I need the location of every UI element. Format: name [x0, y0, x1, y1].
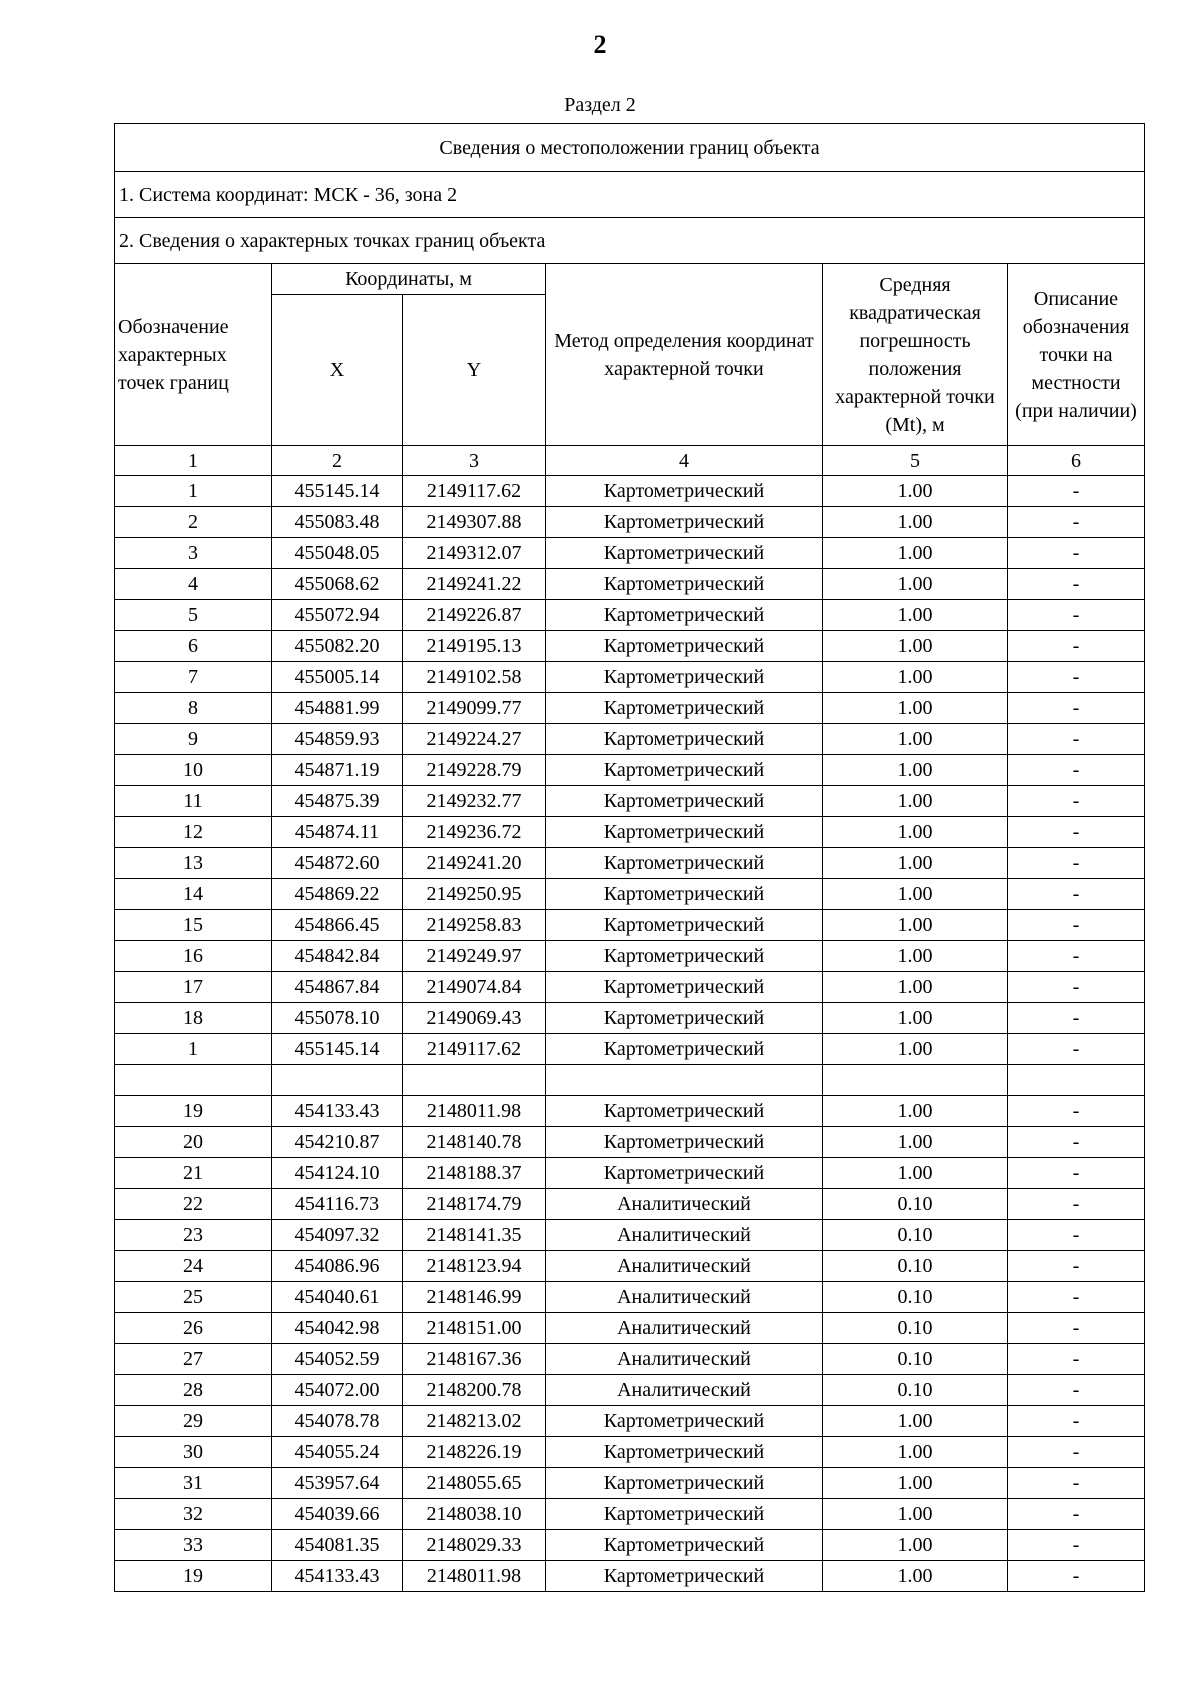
- y-cell: 2148011.98: [403, 1561, 546, 1592]
- error-cell: 1.00: [823, 817, 1008, 848]
- y-cell: 2149250.95: [403, 879, 546, 910]
- header-designation: Обозначение характерных точек границ: [115, 264, 272, 446]
- method-cell: Картометрический: [546, 1034, 823, 1065]
- point-id-cell: 19: [115, 1561, 272, 1592]
- y-cell: 2148226.19: [403, 1437, 546, 1468]
- x-cell: 454210.87: [272, 1127, 403, 1158]
- description-cell: -: [1008, 476, 1145, 507]
- error-cell: 1.00: [823, 693, 1008, 724]
- table-row: [115, 1313, 1145, 1344]
- table-row: [115, 1003, 1145, 1034]
- description-cell: -: [1008, 879, 1145, 910]
- x-cell: 455082.20: [272, 631, 403, 662]
- description-cell: -: [1008, 910, 1145, 941]
- table-row: [115, 1499, 1145, 1530]
- y-cell: 2148213.02: [403, 1406, 546, 1437]
- table-title: Сведения о местоположении границ объекта: [115, 124, 1145, 172]
- method-cell: Картометрический: [546, 1127, 823, 1158]
- point-id-cell: 1: [115, 476, 272, 507]
- error-cell: 0.10: [823, 1220, 1008, 1251]
- table-row: [115, 910, 1145, 941]
- x-cell: 453957.64: [272, 1468, 403, 1499]
- table-row: [115, 755, 1145, 786]
- x-cell: 454081.35: [272, 1530, 403, 1561]
- point-id-cell: 20: [115, 1127, 272, 1158]
- table-row: [115, 1406, 1145, 1437]
- error-cell: 1.00: [823, 1530, 1008, 1561]
- description-cell: -: [1008, 662, 1145, 693]
- method-cell: Картометрический: [546, 1096, 823, 1127]
- x-cell: 454078.78: [272, 1406, 403, 1437]
- method-cell: Картометрический: [546, 1499, 823, 1530]
- point-id-cell: 30: [115, 1437, 272, 1468]
- method-cell: Картометрический: [546, 476, 823, 507]
- method-cell: Картометрический: [546, 1406, 823, 1437]
- description-cell: -: [1008, 1468, 1145, 1499]
- point-id-cell: 9: [115, 724, 272, 755]
- column-number: 1: [115, 446, 272, 476]
- description-cell: -: [1008, 1127, 1145, 1158]
- method-cell: Картометрический: [546, 507, 823, 538]
- method-cell: Картометрический: [546, 693, 823, 724]
- x-cell: 454133.43: [272, 1561, 403, 1592]
- table-row: [115, 1344, 1145, 1375]
- error-cell: 1.00: [823, 1437, 1008, 1468]
- error-cell: 1.00: [823, 755, 1008, 786]
- y-cell: [403, 1065, 546, 1096]
- description-cell: -: [1008, 941, 1145, 972]
- method-cell: Аналитический: [546, 1313, 823, 1344]
- table-row: [115, 1220, 1145, 1251]
- table-row: [115, 1189, 1145, 1220]
- y-cell: 2148167.36: [403, 1344, 546, 1375]
- method-cell: Картометрический: [546, 1530, 823, 1561]
- error-cell: 1.00: [823, 476, 1008, 507]
- y-cell: 2149226.87: [403, 600, 546, 631]
- description-cell: -: [1008, 1282, 1145, 1313]
- x-cell: 454859.93: [272, 724, 403, 755]
- description-cell: -: [1008, 786, 1145, 817]
- description-cell: -: [1008, 1561, 1145, 1592]
- method-cell: Картометрический: [546, 1158, 823, 1189]
- description-cell: -: [1008, 972, 1145, 1003]
- y-cell: 2149224.27: [403, 724, 546, 755]
- y-cell: 2149069.43: [403, 1003, 546, 1034]
- error-cell: 1.00: [823, 1406, 1008, 1437]
- method-cell: [546, 1065, 823, 1096]
- error-cell: 0.10: [823, 1282, 1008, 1313]
- x-cell: 454881.99: [272, 693, 403, 724]
- description-cell: -: [1008, 1499, 1145, 1530]
- method-cell: Аналитический: [546, 1251, 823, 1282]
- error-cell: 1.00: [823, 1158, 1008, 1189]
- y-cell: 2148141.35: [403, 1220, 546, 1251]
- point-id-cell: 1: [115, 1034, 272, 1065]
- y-cell: 2149102.58: [403, 662, 546, 693]
- x-cell: 454052.59: [272, 1344, 403, 1375]
- column-number: 6: [1008, 446, 1145, 476]
- header-error: Средняя квадратическая погрешность положения характерной точки (Mt), м: [823, 264, 1008, 446]
- table-row: [115, 1468, 1145, 1499]
- x-cell: 454040.61: [272, 1282, 403, 1313]
- method-cell: Картометрический: [546, 600, 823, 631]
- description-cell: -: [1008, 600, 1145, 631]
- y-cell: 2149195.13: [403, 631, 546, 662]
- page-number: 2: [593, 30, 607, 59]
- column-number: 4: [546, 446, 823, 476]
- method-cell: Аналитический: [546, 1375, 823, 1406]
- x-cell: 454842.84: [272, 941, 403, 972]
- error-cell: 1.00: [823, 662, 1008, 693]
- y-cell: 2149236.72: [403, 817, 546, 848]
- point-id-cell: 32: [115, 1499, 272, 1530]
- y-cell: 2148029.33: [403, 1530, 546, 1561]
- error-cell: 0.10: [823, 1251, 1008, 1282]
- x-cell: 454133.43: [272, 1096, 403, 1127]
- point-id-cell: 4: [115, 569, 272, 600]
- x-cell: 454039.66: [272, 1499, 403, 1530]
- coordinate-system: 1. Система координат: МСК - 36, зона 2: [115, 172, 1145, 218]
- x-cell: 454097.32: [272, 1220, 403, 1251]
- x-cell: 455145.14: [272, 476, 403, 507]
- point-id-cell: 21: [115, 1158, 272, 1189]
- error-cell: 0.10: [823, 1313, 1008, 1344]
- point-id-cell: 24: [115, 1251, 272, 1282]
- y-cell: 2148140.78: [403, 1127, 546, 1158]
- error-cell: 1.00: [823, 910, 1008, 941]
- error-cell: [823, 1065, 1008, 1096]
- error-cell: 1.00: [823, 1561, 1008, 1592]
- y-cell: 2148038.10: [403, 1499, 546, 1530]
- method-cell: Картометрический: [546, 817, 823, 848]
- point-id-cell: 6: [115, 631, 272, 662]
- description-cell: -: [1008, 1220, 1145, 1251]
- column-number: 2: [272, 446, 403, 476]
- y-cell: 2149258.83: [403, 910, 546, 941]
- point-id-cell: 11: [115, 786, 272, 817]
- table-row: [115, 817, 1145, 848]
- point-id-cell: 13: [115, 848, 272, 879]
- method-cell: Картометрический: [546, 1561, 823, 1592]
- y-cell: 2148123.94: [403, 1251, 546, 1282]
- method-cell: Аналитический: [546, 1282, 823, 1313]
- y-cell: 2149232.77: [403, 786, 546, 817]
- header-description: Описание обозначения точки на местности (при наличии): [1008, 264, 1145, 446]
- table-row: [115, 662, 1145, 693]
- point-id-cell: 31: [115, 1468, 272, 1499]
- table-row: [115, 972, 1145, 1003]
- description-cell: -: [1008, 1189, 1145, 1220]
- header-y: Y: [403, 295, 546, 446]
- error-cell: 1.00: [823, 1096, 1008, 1127]
- section-label: Раздел 2: [564, 94, 636, 116]
- method-cell: Картометрический: [546, 1003, 823, 1034]
- point-id-cell: 23: [115, 1220, 272, 1251]
- x-cell: 455078.10: [272, 1003, 403, 1034]
- method-cell: Картометрический: [546, 910, 823, 941]
- point-id-cell: 3: [115, 538, 272, 569]
- x-cell: 454875.39: [272, 786, 403, 817]
- point-id-cell: 10: [115, 755, 272, 786]
- point-id-cell: 27: [115, 1344, 272, 1375]
- table-row: [115, 848, 1145, 879]
- y-cell: 2149228.79: [403, 755, 546, 786]
- x-cell: 455083.48: [272, 507, 403, 538]
- error-cell: 1.00: [823, 972, 1008, 1003]
- description-cell: -: [1008, 817, 1145, 848]
- method-cell: Картометрический: [546, 724, 823, 755]
- column-number-row: [115, 446, 1145, 476]
- error-cell: 1.00: [823, 786, 1008, 817]
- separator-row: [115, 1065, 1145, 1096]
- error-cell: 0.10: [823, 1189, 1008, 1220]
- point-id-cell: 19: [115, 1096, 272, 1127]
- point-id-cell: 33: [115, 1530, 272, 1561]
- point-id-cell: 25: [115, 1282, 272, 1313]
- point-id-cell: 2: [115, 507, 272, 538]
- description-cell: -: [1008, 1344, 1145, 1375]
- y-cell: 2148011.98: [403, 1096, 546, 1127]
- point-id-cell: 17: [115, 972, 272, 1003]
- method-cell: Картометрический: [546, 569, 823, 600]
- method-cell: Аналитический: [546, 1220, 823, 1251]
- header-coords: Координаты, м: [272, 264, 546, 295]
- error-cell: 1.00: [823, 507, 1008, 538]
- y-cell: 2149307.88: [403, 507, 546, 538]
- x-cell: 454866.45: [272, 910, 403, 941]
- x-cell: 454116.73: [272, 1189, 403, 1220]
- error-cell: 1.00: [823, 848, 1008, 879]
- x-cell: 455072.94: [272, 600, 403, 631]
- point-id-cell: 7: [115, 662, 272, 693]
- method-cell: Картометрический: [546, 879, 823, 910]
- error-cell: 1.00: [823, 1003, 1008, 1034]
- description-cell: -: [1008, 1251, 1145, 1282]
- x-cell: 454874.11: [272, 817, 403, 848]
- y-cell: 2148200.78: [403, 1375, 546, 1406]
- description-cell: -: [1008, 1034, 1145, 1065]
- description-cell: -: [1008, 1096, 1145, 1127]
- y-cell: 2149241.22: [403, 569, 546, 600]
- description-cell: -: [1008, 1003, 1145, 1034]
- error-cell: 0.10: [823, 1375, 1008, 1406]
- x-cell: 454872.60: [272, 848, 403, 879]
- point-id-cell: 28: [115, 1375, 272, 1406]
- table-row: [115, 1096, 1145, 1127]
- x-cell: [272, 1065, 403, 1096]
- x-cell: 454869.22: [272, 879, 403, 910]
- table-row: [115, 1375, 1145, 1406]
- header-x: X: [272, 295, 403, 446]
- point-id-cell: 22: [115, 1189, 272, 1220]
- table-row: [115, 1034, 1145, 1065]
- point-id-cell: 18: [115, 1003, 272, 1034]
- description-cell: -: [1008, 631, 1145, 662]
- error-cell: 0.10: [823, 1344, 1008, 1375]
- table-row: [115, 538, 1145, 569]
- table-row: [115, 1530, 1145, 1561]
- point-id-cell: 8: [115, 693, 272, 724]
- y-cell: 2148151.00: [403, 1313, 546, 1344]
- table-row: [115, 1437, 1145, 1468]
- method-cell: Картометрический: [546, 1468, 823, 1499]
- header-method: Метод определения координат характерной точки: [546, 264, 823, 446]
- point-id-cell: 12: [115, 817, 272, 848]
- table-row: [115, 507, 1145, 538]
- description-cell: -: [1008, 1313, 1145, 1344]
- points-caption: 2. Сведения о характерных точках границ объекта: [115, 218, 1145, 264]
- y-cell: 2148146.99: [403, 1282, 546, 1313]
- point-id-cell: 5: [115, 600, 272, 631]
- description-cell: -: [1008, 569, 1145, 600]
- point-id-cell: 14: [115, 879, 272, 910]
- point-id-cell: [115, 1065, 272, 1096]
- description-cell: -: [1008, 693, 1145, 724]
- error-cell: 1.00: [823, 631, 1008, 662]
- point-id-cell: 29: [115, 1406, 272, 1437]
- table-row: [115, 941, 1145, 972]
- point-id-cell: 26: [115, 1313, 272, 1344]
- y-cell: 2149074.84: [403, 972, 546, 1003]
- table-row: [115, 786, 1145, 817]
- method-cell: Картометрический: [546, 941, 823, 972]
- description-cell: -: [1008, 1158, 1145, 1189]
- error-cell: 1.00: [823, 724, 1008, 755]
- y-cell: 2148055.65: [403, 1468, 546, 1499]
- error-cell: 1.00: [823, 538, 1008, 569]
- description-cell: [1008, 1065, 1145, 1096]
- method-cell: Картометрический: [546, 786, 823, 817]
- y-cell: 2149117.62: [403, 476, 546, 507]
- method-cell: Картометрический: [546, 848, 823, 879]
- x-cell: 455005.14: [272, 662, 403, 693]
- error-cell: 1.00: [823, 1499, 1008, 1530]
- point-id-cell: 15: [115, 910, 272, 941]
- x-cell: 454086.96: [272, 1251, 403, 1282]
- description-cell: -: [1008, 1437, 1145, 1468]
- table-row: [115, 1282, 1145, 1313]
- table-row: [115, 476, 1145, 507]
- method-cell: Картометрический: [546, 538, 823, 569]
- table-row: [115, 724, 1145, 755]
- method-cell: Картометрический: [546, 631, 823, 662]
- point-id-cell: 16: [115, 941, 272, 972]
- x-cell: 454867.84: [272, 972, 403, 1003]
- table-row: [115, 879, 1145, 910]
- method-cell: Картометрический: [546, 662, 823, 693]
- table-row: [115, 600, 1145, 631]
- table-row: [115, 693, 1145, 724]
- error-cell: 1.00: [823, 569, 1008, 600]
- table-row: [115, 569, 1145, 600]
- y-cell: 2149312.07: [403, 538, 546, 569]
- error-cell: 1.00: [823, 1468, 1008, 1499]
- table-row: [115, 1561, 1145, 1592]
- x-cell: 455145.14: [272, 1034, 403, 1065]
- y-cell: 2149099.77: [403, 693, 546, 724]
- description-cell: -: [1008, 538, 1145, 569]
- table-row: [115, 1127, 1145, 1158]
- method-cell: Аналитический: [546, 1344, 823, 1375]
- description-cell: -: [1008, 507, 1145, 538]
- x-cell: 455048.05: [272, 538, 403, 569]
- table-row: [115, 1158, 1145, 1189]
- x-cell: 455068.62: [272, 569, 403, 600]
- error-cell: 1.00: [823, 600, 1008, 631]
- method-cell: Картометрический: [546, 972, 823, 1003]
- description-cell: -: [1008, 1375, 1145, 1406]
- y-cell: 2149241.20: [403, 848, 546, 879]
- y-cell: 2149117.62: [403, 1034, 546, 1065]
- method-cell: Картометрический: [546, 1437, 823, 1468]
- y-cell: 2148174.79: [403, 1189, 546, 1220]
- x-cell: 454124.10: [272, 1158, 403, 1189]
- error-cell: 1.00: [823, 879, 1008, 910]
- x-cell: 454871.19: [272, 755, 403, 786]
- y-cell: 2148188.37: [403, 1158, 546, 1189]
- error-cell: 1.00: [823, 1127, 1008, 1158]
- description-cell: -: [1008, 848, 1145, 879]
- description-cell: -: [1008, 724, 1145, 755]
- description-cell: -: [1008, 755, 1145, 786]
- description-cell: -: [1008, 1406, 1145, 1437]
- column-number: 3: [403, 446, 546, 476]
- method-cell: Аналитический: [546, 1189, 823, 1220]
- x-cell: 454042.98: [272, 1313, 403, 1344]
- error-cell: 1.00: [823, 941, 1008, 972]
- table-row: [115, 1251, 1145, 1282]
- column-number: 5: [823, 446, 1008, 476]
- x-cell: 454055.24: [272, 1437, 403, 1468]
- method-cell: Картометрический: [546, 755, 823, 786]
- x-cell: 454072.00: [272, 1375, 403, 1406]
- table-row: [115, 631, 1145, 662]
- description-cell: -: [1008, 1530, 1145, 1561]
- y-cell: 2149249.97: [403, 941, 546, 972]
- boundary-points-table: [114, 123, 1145, 1592]
- error-cell: 1.00: [823, 1034, 1008, 1065]
